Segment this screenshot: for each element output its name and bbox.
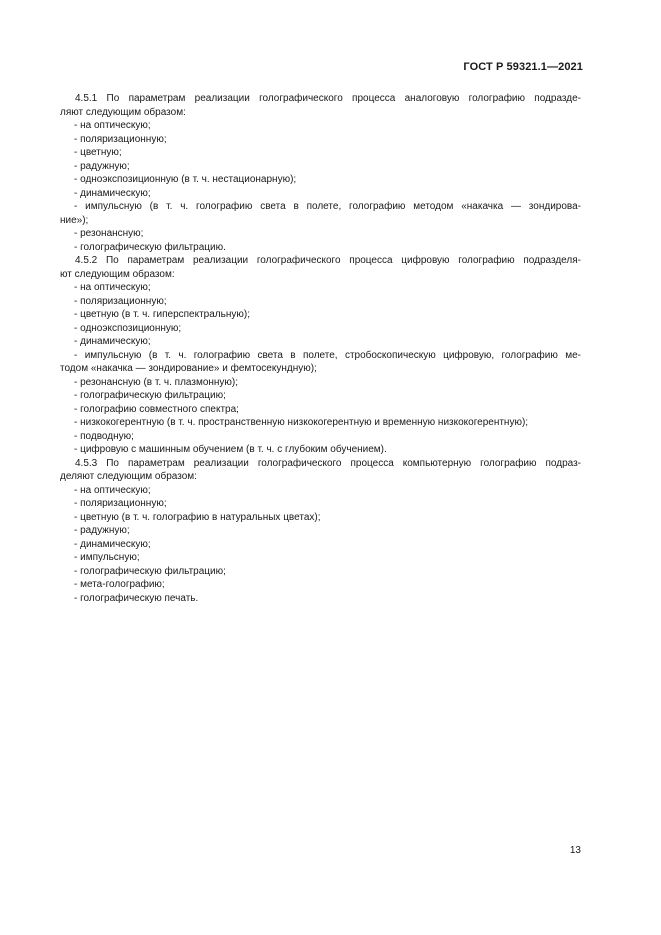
document-body (60, 92, 581, 605)
section-4-5-3-intro: 4.5.3 По параметрам реализации голографического процесса компьютерную голографию подраз- (75, 457, 581, 469)
list-item: - низкокогерентную (в т. ч. пространственную низкокогерентную и временную низкокогерентную); (74, 417, 529, 428)
list-item: - цветную; (74, 147, 122, 158)
page-number: 13 (569, 845, 581, 856)
section-4-5-1-intro: 4.5.1 По параметрам реализации голографического процесса аналоговую голографию подразде- (75, 93, 581, 104)
list-item: - поляризационную; (74, 498, 167, 509)
section-4-5-2 (60, 254, 581, 457)
list-item: - мета-голографию; (74, 579, 165, 590)
list-item: - цветную (в т. ч. гиперспектральную); (74, 309, 250, 320)
list-item: - цифровую с машинным обучением (в т. ч. с глубоким обучением). (74, 444, 387, 455)
list-item: - одноэкспозиционную (в т. ч. нестационарную); (74, 174, 297, 185)
list-item: - радужную; (74, 160, 130, 172)
section-4-5-1 (60, 92, 581, 254)
section-4-5-2-intro-cont: ют следующим образом: (60, 268, 175, 280)
list-item: - динамическую; (74, 187, 151, 199)
list-item: - на оптическую; (74, 484, 151, 496)
list-item: - одноэкспозиционную; (74, 322, 182, 334)
section-4-5-1-intro-cont: ляют следующим образом: (60, 106, 186, 118)
list-item: - голографию совместного спектра; (74, 403, 239, 415)
list-item: - голографическую печать. (74, 592, 199, 604)
list-item: - импульсную (в т. ч. голографию света в полете, стробоскопическую цифровую, голографию ме- (74, 349, 581, 361)
section-4-5-3 (60, 457, 581, 606)
list-item: - динамическую; (74, 336, 151, 347)
list-item: - резонансную; (74, 228, 144, 239)
list-item: - голографическую фильтрацию. (74, 241, 226, 253)
section-4-5-2-intro: 4.5.2 По параметрам реализации голографического процесса цифровую голографию подразделя- (75, 255, 581, 266)
list-item: - голографическую фильтрацию; (74, 390, 226, 401)
list-item-cont: ние»); (60, 214, 89, 226)
list-item: - поляризационную; (74, 133, 167, 145)
list-item: - на оптическую; (74, 120, 151, 131)
list-item: - радужную; (74, 525, 130, 536)
section-4-5-3-intro-cont: деляют следующим образом: (60, 471, 197, 482)
list-item: - импульсную (в т. ч. голографию света в полете, голографию методом «накачка — зондирова- (74, 201, 581, 212)
list-item: - динамическую; (74, 538, 151, 550)
list-item: - поляризационную; (74, 295, 167, 307)
list-item: - подводную; (74, 430, 134, 442)
list-item-cont: тодом «накачка — зондирование» и фемтосекундную); (60, 363, 317, 374)
list-item: - голографическую фильтрацию; (74, 565, 226, 577)
standard-code-header: ГОСТ Р 59321.1—2021 (463, 61, 583, 73)
list-item: - на оптическую; (74, 282, 151, 293)
list-item: - резонансную (в т. ч. плазмонную); (74, 376, 239, 388)
list-item: - цветную (в т. ч. голографию в натуральных цветах); (74, 511, 321, 523)
list-item: - импульсную; (74, 552, 140, 563)
